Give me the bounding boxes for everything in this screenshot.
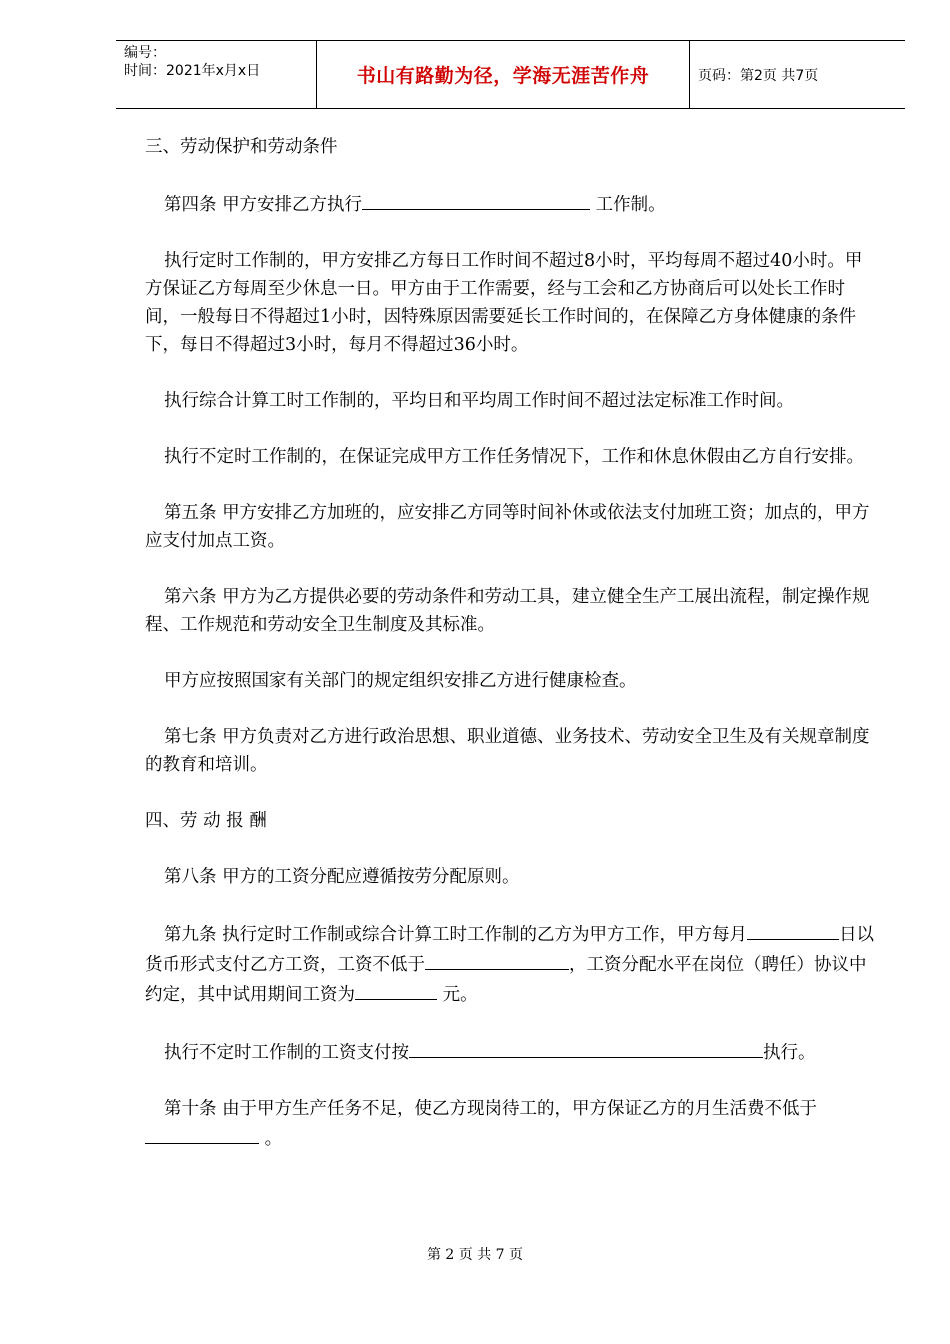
fill-blank	[409, 1037, 763, 1058]
fill-blank	[362, 189, 590, 210]
paragraph-health-check: 甲方应按照国家有关部门的规定组织安排乙方进行健康检查。	[164, 671, 637, 691]
header-motto-cell	[316, 41, 690, 108]
header-page-code: 页码：第2页 共7页	[698, 67, 819, 84]
header-motto: 书山有路勤为径，学海无涯苦作舟	[356, 65, 650, 87]
paragraph-flexible-hours: 执行不定时工作制的，在保证完成甲方工作任务情况下，工作和休息休假由乙方自行安排。	[164, 447, 864, 467]
paragraph-flexible-pay: 执行不定时工作制的工资支付按 执行。	[145, 1037, 875, 1067]
header-page-cell	[690, 41, 905, 108]
paragraph-comprehensive-hours: 执行综合计算工时工作制的，平均日和平均周工作时间不超过法定标准工作时间。	[164, 391, 794, 411]
section-4-title: 四、劳 动 报 酬	[145, 811, 267, 831]
header-table	[116, 40, 905, 109]
header-meta-cell	[116, 41, 316, 108]
article-6: 第六条 甲方为乙方提供必要的劳动条件和劳动工具，建立健全生产工展出流程，制定操作规程、工作规范和劳动安全卫生制度及其标准。	[145, 587, 870, 635]
fill-blank	[809, 919, 839, 940]
fill-blank	[355, 979, 437, 1000]
document-body	[145, 133, 875, 1153]
fill-blank	[145, 1123, 259, 1144]
document-number-label: 编号：	[124, 45, 166, 61]
page-footer	[0, 1244, 950, 1264]
paragraph-fixed-hours: 执行定时工作制的，甲方安排乙方每日工作时间不超过8小时，平均每周不超过40小时。甲方保证乙方每周至少休息一日。甲方由于工作需要，经与工会和乙方协商后可以处长工作时间，一般每日不得超过1小时，因特殊原因需要延长工作时间的，在保障乙方身体健康的条件下，每日不得超过3小时，每月不得超过36小时。	[145, 251, 863, 355]
article-8: 第八条 甲方的工资分配应遵循按劳分配原则。	[164, 867, 520, 887]
footer-page-number: 第 2 页 共 7 页	[426, 1247, 524, 1263]
document-time-label: 时间：2021年x月x日	[124, 63, 261, 79]
article-10: 第十条 由于甲方生产任务不足，使乙方现岗待工的，甲方保证乙方的月生活费不低于 。	[145, 1095, 875, 1153]
fill-blank	[425, 949, 569, 970]
section-3-title: 三、劳动保护和劳动条件	[145, 137, 338, 157]
article-7: 第七条 甲方负责对乙方进行政治思想、职业道德、业务技术、劳动安全卫生及有关规章制度的教育和培训。	[145, 727, 870, 775]
article-5: 第五条 甲方安排乙方加班的，应安排乙方同等时间补休或依法支付加班工资；加点的，甲方应支付加点工资。	[145, 503, 870, 551]
fill-blank	[747, 919, 809, 940]
article-4: 第四条 甲方安排乙方执行 工作制。	[145, 189, 875, 219]
article-9: 第九条 执行定时工作制或综合计算工时工作制的乙方为甲方工作，甲方每月 日以货币形式支付乙方工资，工资不低于 ，工资分配水平在岗位（聘任）协议中约定，其中试用期间工资为 元。	[145, 919, 875, 1009]
